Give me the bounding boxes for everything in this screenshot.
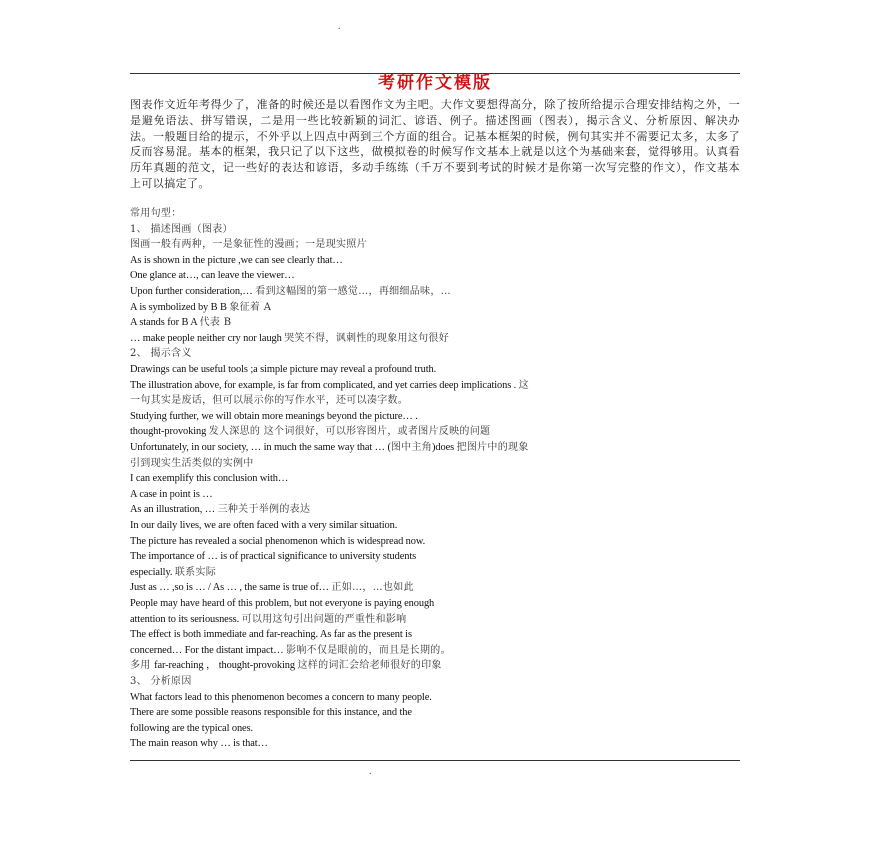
page-dot-top: . [338, 21, 341, 32]
text-line [130, 457, 254, 471]
chinese-note: 正如…，…也如此 [331, 582, 414, 594]
text-line [130, 394, 408, 408]
english-phrase: As an illustration, … [130, 504, 218, 516]
chinese-note: 图中主角 [390, 442, 433, 453]
text-line [130, 566, 216, 580]
english-phrase: As is shown in the picture ,we can see clearly that… [130, 254, 343, 266]
text-line [130, 628, 412, 642]
chinese-note: 多用 [130, 660, 155, 672]
chinese-note: 哭笑不得，讽刺性的现象用这句很好 [284, 332, 450, 344]
english-phrase: following are the typical ones. [130, 722, 253, 734]
text-line [130, 550, 416, 564]
english-phrase: The importance of … is of practical significance to university students [130, 551, 417, 563]
english-phrase: In our daily lives, we are often faced with a very similar situation. [130, 520, 398, 531]
text-line [130, 519, 397, 533]
text-line [130, 722, 253, 736]
text-line [130, 347, 192, 361]
chinese-note: 这样的词汇会给老师很好的印象 [297, 660, 442, 672]
english-phrase: One glance at…, can leave the viewer… [130, 270, 295, 282]
text-line [130, 597, 434, 611]
text-line [130, 316, 231, 330]
chinese-note: 1、 描述图画（图表） [130, 223, 233, 235]
english-phrase: A is symbolized by B B [130, 301, 230, 313]
english-phrase: The illustration above, for example, is far from complicated, and yet carries deep implications . [130, 379, 519, 391]
english-phrase: There are some possible reasons responsible for this instance, and the [130, 707, 412, 719]
text-line [130, 332, 449, 346]
chinese-note: 2、 揭示含义 [130, 348, 192, 360]
chinese-note: 3、 分析原因 [130, 676, 192, 687]
text-line [130, 644, 451, 658]
text-line [130, 223, 233, 237]
text-line [130, 254, 343, 268]
text-line [130, 535, 425, 549]
english-phrase: Studying further, we will obtain more meanings beyond the picture… . [130, 410, 418, 422]
bottom-rule [130, 760, 740, 761]
text-line [130, 503, 310, 517]
english-phrase: The effect is both immediate and far-reaching. As far as the present is [130, 629, 412, 641]
english-phrase: … make people neither cry nor laugh [130, 332, 285, 344]
text-line [130, 441, 529, 455]
chinese-note: 把图片中的现象 [456, 442, 529, 453]
chinese-note: 可以用这句引出问题的严重性和影响 [241, 613, 407, 625]
intro-paragraph: 图表作文近年考得少了，准备的时候还是以看图作文为主吧。大作文要想得高分，除了按所给提示合理安排结构之外，一是避免语法、拼写错误，二是用一些比较新颖的词汇、谚语、例子。描述图画（图表），揭示含义、分析原因、解决办法。一般题目给的提示，不外乎以上四点中两到三个方面的组合。记基本框架的时候，例句其实并不需要记太多，太多了反而容易混。基本的框架，我只记了以下这些，做模拟卷的时候写作文基本上就是以这个为基础来套，觉得够用。认真看历年真题的范文，记一些好的表达和谚语，多动手练练（千万不要到考试的时候才是你第一次写完整的作文），作文基本上可以搞定了。 [130, 98, 740, 190]
english-phrase: Upon further consideration,… [130, 286, 256, 297]
english-phrase: especially. [130, 566, 175, 578]
text-line [130, 659, 442, 673]
text-line [130, 488, 213, 502]
chinese-note: 代表 B [199, 317, 232, 329]
english-phrase: The picture has revealed a social phenomenon which is widespread now. [130, 535, 426, 547]
chinese-note: 引到现实生活类似的实例中 [130, 457, 254, 469]
chinese-note: 发人深思的 这个词很好，可以形容图片，或者图片反映的问题 [208, 426, 491, 438]
english-phrase: People may have heard of this problem, but not everyone is paying enough [130, 598, 435, 609]
text-line [130, 269, 295, 283]
chinese-note: 看到这幅图的第一感觉…，再细细品味，… [255, 286, 451, 297]
text-line [130, 613, 406, 627]
chinese-note: 图画一般有两种，一是象征性的漫画；一是现实照片 [130, 239, 367, 251]
english-phrase: I can exemplify this conclusion with… [130, 473, 289, 485]
english-phrase: concerned… For the distant impact… [130, 644, 287, 656]
chinese-note: 常用句型： [130, 208, 182, 219]
english-phrase: The main reason why … is that… [130, 738, 268, 750]
english-phrase: thought-provoking [130, 426, 209, 438]
english-phrase: Just as … ,so is … / As … , the same is true of… [130, 582, 332, 594]
text-line [130, 706, 412, 720]
english-phrase: Drawings can be useful tools ;a simple picture may reveal a profound truth. [130, 364, 437, 375]
page-dot-bottom: . [369, 766, 372, 777]
chinese-note: 联系实际 [174, 566, 217, 578]
chinese-note: 这 [518, 379, 529, 391]
text-line [130, 285, 451, 299]
english-phrase: )does [432, 442, 457, 453]
text-line [130, 363, 436, 377]
text-line [130, 472, 288, 486]
chinese-note: 象征着 A [229, 301, 272, 313]
text-line [130, 379, 529, 393]
text-line [130, 301, 271, 315]
text-line [130, 581, 414, 595]
text-line [130, 207, 182, 221]
english-phrase: far-reaching ， thought-provoking [154, 660, 298, 672]
english-phrase: A stands for B A [130, 317, 200, 329]
chinese-note: 一句其实是废话，但可以展示你的写作水平，还可以凑字数。 [130, 395, 409, 407]
chinese-note: 三种关于举例的表达 [217, 504, 311, 516]
text-line [130, 675, 192, 689]
english-phrase: A case in point is … [130, 488, 213, 500]
english-phrase: What factors lead to this phenomenon becomes a concern to many people. [130, 691, 432, 703]
text-line [130, 737, 268, 751]
text-line [130, 238, 367, 252]
text-line [130, 410, 418, 424]
text-line [130, 425, 490, 439]
english-phrase: attention to its seriousness. [130, 613, 242, 625]
chinese-note: 影响不仅是眼前的，而且是长期的。 [286, 644, 451, 656]
english-phrase: Unfortunately, in our society, … in much the same way that … ( [130, 442, 391, 453]
page-title: 考研作文模版 [378, 73, 492, 93]
text-line [130, 691, 432, 705]
